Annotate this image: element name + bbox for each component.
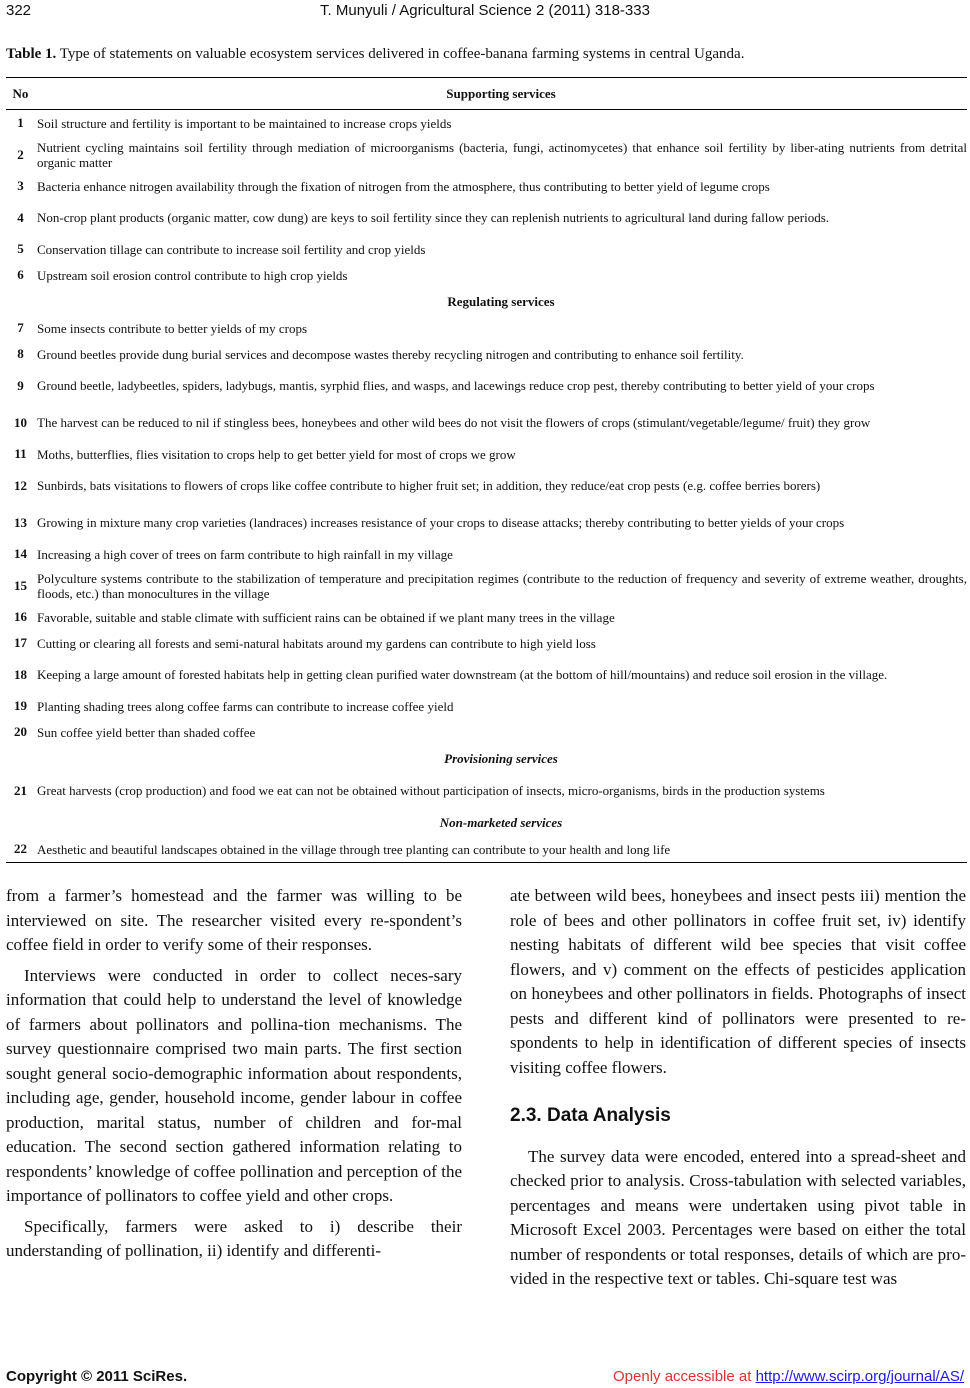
open-access-label: Openly accessible at bbox=[613, 1368, 756, 1385]
row-number: 7 bbox=[17, 320, 24, 335]
table-row bbox=[6, 367, 967, 404]
row-statement: Soil structure and fertility is important to be maintained to increase crops yields bbox=[37, 115, 452, 131]
row-number: 10 bbox=[14, 414, 27, 430]
table-row bbox=[6, 199, 967, 236]
page-header bbox=[0, 0, 970, 22]
table-row bbox=[6, 341, 967, 367]
section-row-provisioning bbox=[6, 745, 967, 772]
section-heading: Regulating services bbox=[447, 293, 555, 309]
section-row-regulating bbox=[6, 288, 967, 315]
row-number: 13 bbox=[14, 514, 27, 530]
section-heading: Provisioning services bbox=[444, 750, 558, 766]
journal-link[interactable]: http://www.scirp.org/journal/AS/ bbox=[755, 1368, 964, 1385]
table-caption bbox=[6, 46, 966, 63]
table-row bbox=[6, 315, 967, 341]
row-number: 3 bbox=[17, 178, 24, 193]
row-statement: The harvest can be reduced to nil if stingless bees, honeybees and other wild bees do not visit the flowers of crops (stimulant/vegetable/legume/ fruit) they grow bbox=[37, 415, 871, 430]
section-row-non-marketed bbox=[6, 809, 967, 836]
row-number: 16 bbox=[14, 609, 27, 624]
row-statement: Growing in mixture many crop varieties (landraces) increases resistance of your crops to disease attacks; thereby contributing to better yields of your crops bbox=[37, 515, 845, 530]
row-number: 5 bbox=[17, 241, 24, 256]
row-number: 12 bbox=[14, 477, 27, 493]
row-statement: Conservation tillage can contribute to increase soil fertility and crop yields bbox=[37, 241, 426, 257]
row-statement: Polyculture systems contribute to the stabilization of temperature and precipitation regimes (contribute to the reduction of frequency and severity of extreme weather, droughts, floods, etc.) than monocultures in the village bbox=[37, 570, 967, 601]
table-row bbox=[6, 541, 967, 567]
row-number: 4 bbox=[17, 209, 24, 225]
table-row bbox=[6, 110, 967, 137]
section-heading: Non-marketed services bbox=[439, 814, 563, 830]
table-row bbox=[6, 467, 967, 504]
row-statement: Cutting or clearing all forests and semi-natural habitats around my gardens can contribute to high yield loss bbox=[37, 635, 596, 651]
row-number: 11 bbox=[14, 446, 27, 461]
table-row bbox=[6, 404, 967, 441]
open-access-notice bbox=[613, 1368, 964, 1385]
row-statement: Some insects contribute to better yields of my crops bbox=[37, 320, 308, 336]
row-number: 9 bbox=[17, 377, 24, 393]
paragraph: Interviews were conducted in order to collect neces-sary information that could help to understand the level of knowledge of farmers about pollinators and pollina-tion mechanisms. The survey questionnaire comprised two main parts. The first section sought general socio-demographic information about respondents, including age, gender, household income, gender labour in coffee production, marital status, number of children and for-mal education. The second section gathered information relating to respondents’ knowledge of coffee pollination and perception of the importance of pollinators to coffee yield and other crops. bbox=[6, 965, 462, 1205]
row-statement: Favorable, suitable and stable climate with sufficient rains can be obtained if we plant many trees in the village bbox=[37, 609, 615, 625]
row-statement: Aesthetic and beautiful landscapes obtained in the village through tree planting can contribute to your health and long life bbox=[35, 836, 967, 863]
table-row bbox=[6, 604, 967, 630]
copyright-notice: Copyright © 2011 SciRes. bbox=[6, 1368, 188, 1385]
row-number: 22 bbox=[6, 836, 35, 863]
ecosystem-services-table bbox=[6, 77, 967, 863]
row-number: 20 bbox=[14, 724, 27, 739]
table-row bbox=[6, 567, 967, 604]
table-caption-text: Type of statements on valuable ecosystem services delivered in coffee-banana farming systems in central Uganda. bbox=[56, 46, 745, 62]
row-statement: Ground beetle, ladybeetles, spiders, ladybugs, mantis, syrphid flies, and wasps, and lacewings reduce crop pest, thereby contributing to better yield of your crops bbox=[37, 378, 875, 393]
row-statement: Increasing a high cover of trees on farm contribute to high rainfall in my village bbox=[37, 546, 453, 562]
row-number: 6 bbox=[17, 267, 24, 282]
page-number: 322 bbox=[6, 2, 32, 19]
row-statement: Moths, butterflies, flies visitation to crops help to get better yield for most of crops we grow bbox=[37, 446, 516, 462]
row-number: 21 bbox=[14, 782, 27, 798]
row-statement: Bacteria enhance nitrogen availability through the fixation of nitrogen from the atmosphere, thus contributing to better yield of legume crops bbox=[37, 178, 770, 194]
row-statement: Non-crop plant products (organic matter, cow dung) are keys to soil fertility since they can replenish nutrients to agricultural land during fallow periods. bbox=[37, 210, 830, 225]
section-heading-data-analysis: 2.3. Data Analysis bbox=[510, 1105, 671, 1126]
row-statement: Great harvests (crop production) and food we eat can not be obtained without participation of insects, micro-organisms, birds in the production systems bbox=[37, 783, 825, 798]
row-number: 15 bbox=[14, 577, 27, 593]
table-row bbox=[6, 656, 967, 693]
paragraph: from a farmer’s homestead and the farmer was willing to be interviewed on site. The researcher visited every re-spondent’s coffee field in order to verify some of their responses. bbox=[6, 886, 462, 954]
paragraph: The survey data were encoded, entered into a spread-sheet and checked prior to analysis. Cross-tabulation with selected variables, percentages and means were undertaken using pivot table in Microsoft Excel 2003. Percentages were based on either the total number of respondents or total responses, details of which are pro-vided in the respective text or tables. Chi-square test was bbox=[510, 1146, 966, 1288]
table-row bbox=[6, 836, 967, 863]
table-row bbox=[6, 719, 967, 745]
table-row bbox=[6, 173, 967, 199]
column-header-supporting: Supporting services bbox=[35, 78, 967, 110]
table-row bbox=[6, 630, 967, 656]
paragraph: ate between wild bees, honeybees and insect pests iii) mention the role of bees and other pollinators in coffee fruit set, iv) identify nesting habitats of different wild bee species that visit coffee flowers, and v) comment on the effects of pesticides application on honeybees and other pollinators in fields. Photographs of insect pests and different kind of pollinators were presented to re-spondents to help in identification of different species of insects visiting coffee flowers. bbox=[510, 886, 966, 1077]
table-row bbox=[6, 262, 967, 288]
paragraph: Specifically, farmers were asked to i) describe their understanding of pollination, ii) identify and differenti- bbox=[6, 1216, 462, 1260]
row-number: 19 bbox=[14, 698, 27, 713]
table-row bbox=[6, 504, 967, 541]
row-statement: Sunbirds, bats visitations to flowers of crops like coffee contribute to higher fruit set; in addition, they reduce/eat crop pests (e.g. coffee berries borers) bbox=[37, 478, 821, 493]
row-statement: Nutrient cycling maintains soil fertility through mediation of microorganisms (bacteria, fungi, actinomycetes) that enhance soil fertility by liber-ating nutrients from detrital organic matter bbox=[37, 139, 967, 170]
table-header-row bbox=[6, 78, 967, 110]
row-statement: Upstream soil erosion control contribute to high crop yields bbox=[37, 267, 348, 283]
column-header-no: No bbox=[6, 78, 35, 110]
row-number: 14 bbox=[14, 546, 27, 561]
row-number: 17 bbox=[14, 635, 27, 650]
row-statement: Ground beetles provide dung burial services and decompose wastes thereby recycling nitrogen and contributing to enhance soil fertility. bbox=[37, 346, 744, 362]
table-row bbox=[6, 136, 967, 173]
row-number: 18 bbox=[14, 666, 27, 682]
row-number: 8 bbox=[17, 346, 24, 361]
table-caption-label: Table 1. bbox=[6, 46, 57, 62]
body-column-left bbox=[6, 884, 462, 1264]
row-statement: Sun coffee yield better than shaded coffee bbox=[37, 724, 256, 740]
row-statement: Planting shading trees along coffee farms can contribute to increase coffee yield bbox=[37, 698, 454, 714]
page-footer bbox=[0, 1366, 970, 1388]
row-number: 1 bbox=[17, 115, 24, 130]
body-column-right bbox=[510, 884, 966, 1292]
table-row bbox=[6, 236, 967, 262]
running-title: T. Munyuli / Agricultural Science 2 (2011) 318-333 bbox=[320, 2, 650, 19]
row-statement: Keeping a large amount of forested habitats help in getting clean purified water downstream (at the bottom of hill/mountains) and reduce soil erosion in the village. bbox=[37, 667, 888, 682]
table-row bbox=[6, 441, 967, 467]
table-row bbox=[6, 693, 967, 719]
table-row bbox=[6, 772, 967, 809]
row-number: 2 bbox=[17, 146, 24, 162]
